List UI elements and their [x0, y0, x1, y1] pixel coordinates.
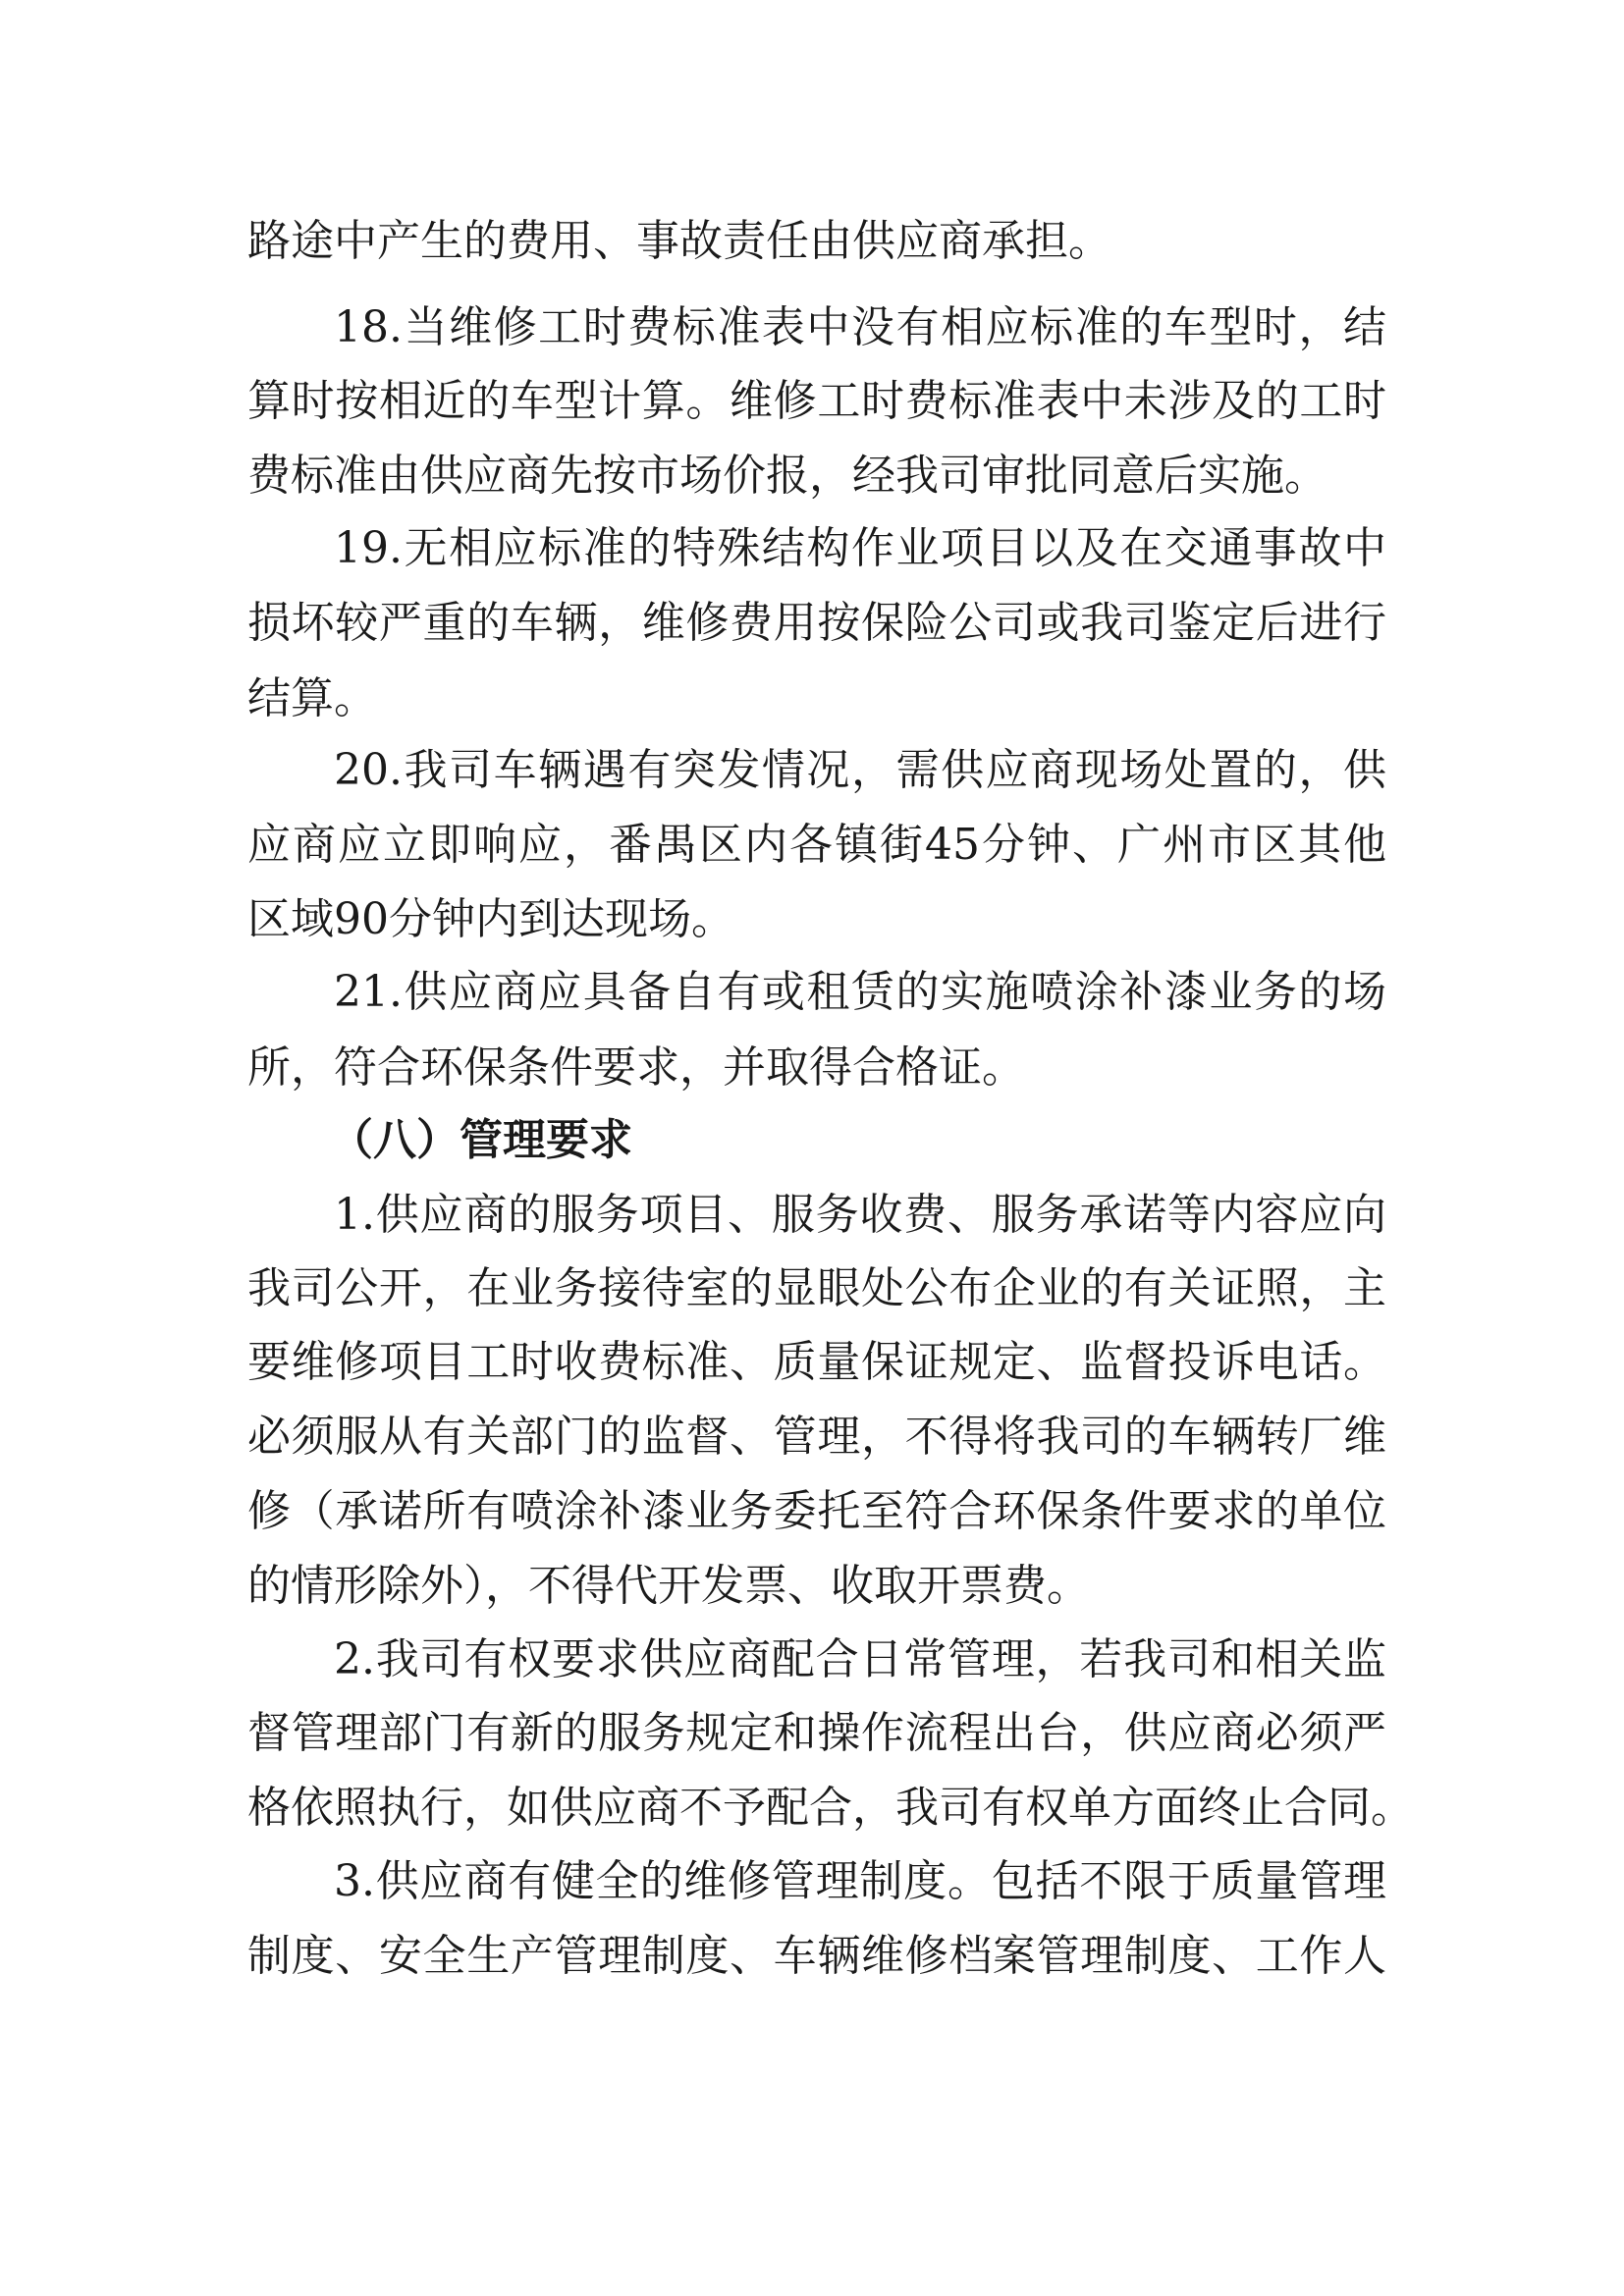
- body-line: 要维修项目工时收费标准、质量保证规定、监督投诉电话。: [247, 1337, 1386, 1387]
- body-line: 修（承诺所有喷涂补漆业务委托至符合环保条件要求的单位: [247, 1486, 1386, 1536]
- clause-20-line: 20.我司车辆遇有突发情况，需供应商现场处置的，供: [334, 745, 1386, 795]
- body-line: 制度、安全生产管理制度、车辆维修档案管理制度、工作人: [247, 1931, 1386, 1981]
- body-line: 应商应立即响应，番禺区内各镇街45分钟、广州市区其他: [247, 820, 1386, 870]
- body-line: 费标准由供应商先按市场价报，经我司审批同意后实施。: [247, 451, 1327, 501]
- body-line: 结算。: [247, 673, 377, 723]
- body-line: 损坏较严重的车辆，维修费用按保险公司或我司鉴定后进行: [247, 598, 1386, 648]
- clause-2-line: 2.我司有权要求供应商配合日常管理，若我司和相关监: [334, 1634, 1386, 1684]
- clause-21-line: 21.供应商应具备自有或租赁的实施喷涂补漆业务的场: [334, 967, 1386, 1017]
- body-line: 所，符合环保条件要求，并取得合格证。: [247, 1042, 1025, 1093]
- body-line: 格依照执行，如供应商不予配合，我司有权单方面终止合同。: [247, 1783, 1414, 1833]
- body-line: 算时按相近的车型计算。维修工时费标准表中未涉及的工时: [247, 376, 1386, 426]
- body-line: 我司公开，在业务接待室的显眼处公布企业的有关证照，主: [247, 1263, 1386, 1313]
- section-heading: （八）管理要求: [330, 1115, 632, 1165]
- body-line: 路途中产生的费用、事故责任由供应商承担。: [247, 216, 1111, 266]
- clause-19-line: 19.无相应标准的特殊结构作业项目以及在交通事故中: [334, 523, 1386, 573]
- clause-18-line: 18.当维修工时费标准表中没有相应标准的车型时，结: [334, 302, 1386, 352]
- clause-3-line: 3.供应商有健全的维修管理制度。包括不限于质量管理: [334, 1856, 1386, 1906]
- body-line: 区域90分钟内到达现场。: [247, 894, 734, 944]
- body-line: 必须服从有关部门的监督、管理，不得将我司的车辆转厂维: [247, 1412, 1386, 1462]
- body-line: 的情形除外），不得代开发票、收取开票费。: [247, 1561, 1090, 1611]
- clause-1-line: 1.供应商的服务项目、服务收费、服务承诺等内容应向: [334, 1190, 1386, 1240]
- body-line: 督管理部门有新的服务规定和操作流程出台，供应商必须严: [247, 1708, 1386, 1758]
